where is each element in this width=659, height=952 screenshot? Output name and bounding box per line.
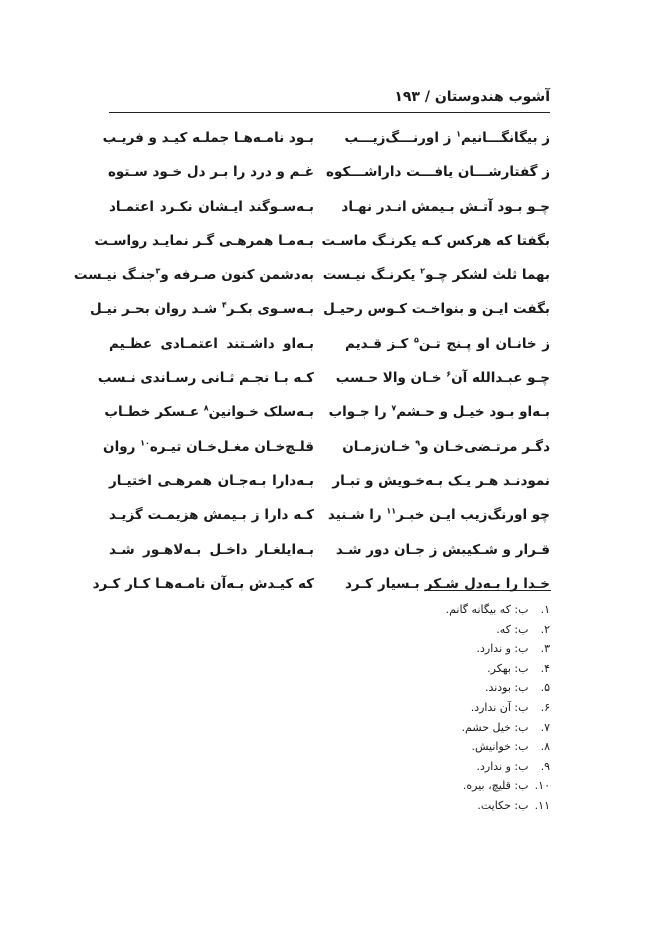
footnote-number: ۱. [540, 603, 550, 616]
verse-text: بـه‌ایلغـار داخـل بـه‌لاهـور شـد [109, 541, 314, 558]
verse-text: کـه دارا ز بـیمش هزیمـت گزیـد [109, 507, 314, 524]
header-rule [109, 112, 550, 113]
verse-text: یکرنـگ نیـست [322, 267, 421, 284]
verse-text: کـز قـدیم [345, 335, 415, 352]
verse-text: دگـر مرتـضی‌خـان و [420, 438, 550, 455]
couplet [109, 465, 550, 499]
footnote-number: ۶. [540, 700, 550, 714]
couplet [109, 156, 550, 190]
hemistich-first [323, 301, 550, 318]
footnote-marker: ۴ [221, 300, 227, 310]
hemistich-second [73, 266, 314, 284]
hemistich-first [345, 336, 550, 352]
verse-text: نمودنـد هـر یـک بـه‌خـویش و تبـار [332, 472, 550, 489]
hemistich-first [332, 472, 550, 489]
footnote-marker: ۱۰ [140, 438, 150, 448]
footnote-text: ب: بودند. [484, 681, 529, 695]
footnote-rule [428, 590, 551, 591]
footnote-text: ب: آن ندارد. [470, 700, 529, 714]
footnote-text: ب: بهکر. [487, 661, 529, 675]
footnote-number: ۱۱. [534, 798, 550, 812]
hemistich-first [335, 369, 550, 387]
couplet [92, 568, 550, 602]
footnote-item [446, 757, 550, 777]
couplet [73, 259, 550, 293]
hemistich-first [327, 506, 550, 524]
footnote-item [446, 620, 550, 640]
verse-text: بـه‌او داشـتند اعتمـادی عظـیم [109, 335, 314, 352]
verse-text: بگفتا که هرکس کـه یکرنـگ ماسـت [321, 232, 550, 249]
verse-text: بگفت ایـن و بنواخـت کـوس رحیـل [323, 301, 550, 318]
poem-body [73, 122, 551, 602]
verse-text: جنـگ نیـست [73, 267, 156, 284]
footnote-text: ب: خوانیش. [471, 740, 529, 754]
verse-text: خـدا را بـه‌دل شـکر بـسیار کـرد [345, 575, 550, 592]
footnote-text: ب: که. [496, 622, 529, 636]
footnote-item [446, 698, 550, 718]
hemistich-second [92, 575, 314, 592]
verse-text: بـود نامـه‌هـا جملـه کیـد و فریـب [102, 130, 314, 146]
footnote-item [446, 639, 550, 659]
footnote-number: ۷. [540, 720, 550, 734]
couplet [103, 431, 550, 465]
footnote-number: ۸. [540, 740, 550, 754]
verse-text: قلـچ‌خـان مغـل‌خـان تیـره [149, 438, 314, 455]
footnote-item [446, 659, 550, 679]
footnote-marker: ۸ [203, 403, 209, 413]
verse-text: چـو بـود آتـش بـیمش انـدر نهـاد [341, 198, 550, 215]
footnote-number: ۵. [540, 681, 550, 695]
footnote-marker: ۵ [414, 335, 419, 345]
footnote-text: ب: خیل حشم. [461, 720, 529, 734]
verse-text: خـان والا حـسب [335, 370, 447, 387]
verse-text: بـه‌او بـود خیـل و حـشم [396, 404, 550, 421]
footnote-number: ۴. [540, 661, 550, 675]
verse-text: کـه بـا نجـم ثـانی رسـاندی نـسب [97, 370, 314, 387]
hemistich-second [109, 473, 314, 489]
footnotes [446, 600, 550, 816]
verse-text: عـسکر خطـاب [104, 404, 204, 421]
footnote-marker: ۳ [155, 266, 161, 276]
verse-text: شـد روان بحـر نیـل [90, 301, 222, 318]
footnote-marker: ۷ [391, 403, 397, 413]
couplet [109, 328, 550, 362]
footnote-item [446, 718, 550, 738]
hemistich-second [103, 438, 314, 455]
footnote-number: ۲. [540, 622, 550, 636]
hemistich-second [102, 130, 314, 146]
verse-text: که کیـدش بـه‌آن نامـه‌هـا کـار کـرد [92, 575, 314, 592]
footnote-item [446, 737, 550, 757]
verse-text: به‌دشمن کنون صـرفه و [160, 267, 314, 284]
verse-text: چو اورنگ‌زیب ایـن خبـر [396, 507, 550, 524]
footnote-item [446, 796, 550, 816]
verse-text: غـم و درد را بـر دل خـود سـتوه [107, 164, 314, 181]
hemistich-second [109, 336, 314, 352]
couplet [102, 122, 550, 156]
verse-text: بـه‌دارا بـه‌جـان همرهـی اختیـار [109, 472, 314, 489]
couplet [94, 225, 550, 259]
running-header: آشوب هندوستان / ۱۹۳ [394, 89, 550, 105]
verse-text: بـه‌سـوگند ایـشان نکـرد اعتمـاد [109, 198, 314, 215]
verse-text: را جـواب [328, 404, 392, 421]
verse-text: چـو عبـدالله آن [451, 370, 550, 387]
verse-text: ز اورنـــگ‌زیـــب [344, 130, 457, 146]
verse-text: بهما ثلث لشکر چـو [425, 267, 550, 284]
footnote-number: ۱۰. [534, 779, 550, 793]
footnote-text: ب: و ندارد. [476, 759, 529, 773]
couplet [97, 362, 550, 396]
footnote-number: ۳. [540, 642, 550, 656]
footnote-item [446, 678, 550, 698]
verse-text: ز گفتارشـــان یافـــت داراشـــکوه [326, 164, 550, 181]
verse-text: ز خانـان او پـنج تـن [418, 335, 551, 352]
footnote-text: ب: حکایت. [477, 798, 529, 812]
hemistich-second [104, 403, 314, 421]
hemistich-first [345, 130, 550, 146]
footnote-marker: ۹ [415, 438, 421, 448]
hemistich-second [109, 199, 314, 215]
footnote-text: ب: که بیگانه گانم. [445, 603, 529, 616]
hemistich-second [90, 300, 314, 318]
couplet [90, 293, 550, 327]
hemistich-second [109, 542, 314, 558]
verse-text: بـه‌سلک خـوانین [208, 404, 314, 421]
verse-text: قـرار و شـکیبش ز جـان دور شـد [335, 541, 550, 558]
footnote-item [446, 600, 550, 620]
footnote-item [446, 776, 550, 796]
verse-text: خـان‌زمـان [342, 438, 416, 455]
footnote-marker: ۱۱ [386, 506, 397, 516]
hemistich-first [321, 232, 550, 249]
hemistich-second [109, 507, 314, 523]
footnote-marker: ۶ [446, 369, 452, 379]
footnote-marker: ۱ [456, 129, 462, 139]
verse-text: بـه‌مـا همرهـی گـر نمایـد رواسـت [94, 232, 314, 249]
footnote-text: ب: قلیچ، بیره. [462, 779, 529, 793]
verse-text: روان [103, 438, 141, 455]
couplet [109, 534, 550, 568]
hemistich-second [97, 370, 314, 387]
couplet [109, 191, 550, 225]
hemistich-first [326, 164, 550, 181]
footnote-marker: ۲ [420, 266, 426, 276]
verse-text: ز بیگانگـــانیم [461, 130, 550, 146]
verse-text: بـه‌سـوی بکـر [226, 301, 314, 318]
hemistich-second [94, 232, 314, 249]
hemistich-first [341, 198, 550, 215]
verse-text: را شـنید [327, 507, 387, 524]
hemistich-second [109, 164, 314, 180]
hemistich-first [335, 541, 550, 558]
couplet [109, 499, 550, 533]
couplet [104, 396, 550, 430]
footnote-number: ۹. [540, 759, 550, 773]
hemistich-first [322, 266, 550, 284]
footnote-text: ب: و ندارد. [476, 642, 529, 656]
hemistich-first [342, 438, 550, 455]
hemistich-first [328, 403, 550, 421]
